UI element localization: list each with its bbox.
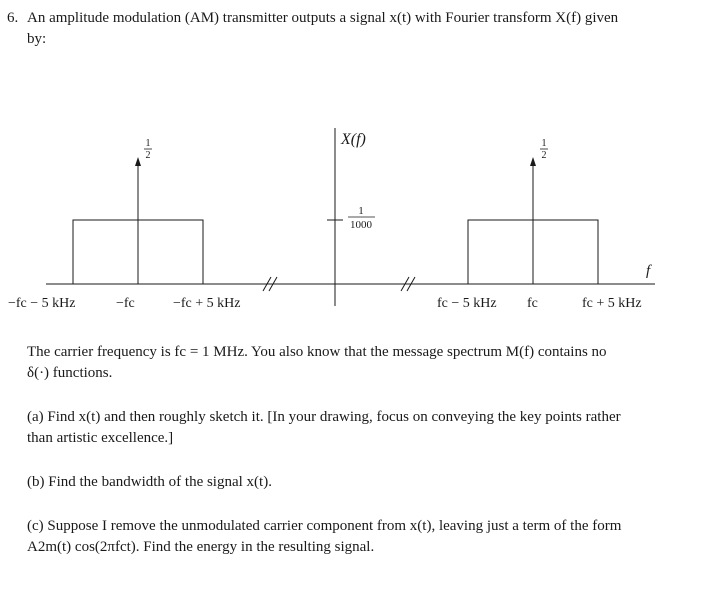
problem-intro-line1: An amplitude modulation (AM) transmitter outputs a signal x(t) with Fourier transform X(f) given — [27, 10, 619, 26]
carrier-frequency-line2: δ(·) functions. — [27, 365, 113, 381]
pos-impulse-weight-num: 1 — [541, 138, 547, 149]
part-a-line2: than artistic excellence.] — [27, 430, 174, 446]
tick-label-neg-center: −fc — [116, 296, 135, 311]
part-b: (b) Find the bandwidth of the signal x(t). — [27, 474, 272, 490]
tick-label-neg-left: −fc − 5 kHz — [8, 296, 76, 311]
carrier-frequency-line1: The carrier frequency is fc = 1 MHz. You also know that the message spectrum M(f) contains no — [27, 344, 607, 360]
neg-impulse-weight-num: 1 — [145, 138, 151, 149]
part-a-line1: (a) Find x(t) and then roughly sketch it. [In your drawing, focus on conveying the key points rather — [27, 409, 621, 425]
tick-label-neg-right: −fc + 5 kHz — [173, 296, 241, 311]
part-c-line1: (c) Suppose I remove the unmodulated carrier component from x(t), leaving just a term of the form — [27, 518, 622, 534]
tick-label-pos-left: fc − 5 kHz — [437, 296, 497, 311]
neg-impulse-weight-den: 2 — [145, 150, 151, 161]
problem-intro-line2: by: — [27, 31, 47, 47]
dc-level-num: 1 — [358, 205, 364, 217]
positive-impulse-arrowhead — [530, 157, 536, 166]
x-axis-label: f — [646, 263, 651, 279]
pos-impulse-weight-den: 2 — [541, 150, 547, 161]
tick-label-pos-right: fc + 5 kHz — [582, 296, 642, 311]
y-axis-label: X(f) — [341, 131, 366, 148]
negative-impulse-arrowhead — [135, 157, 141, 166]
tick-label-pos-center: fc — [527, 296, 538, 311]
problem-number: 6. — [7, 10, 19, 26]
part-c-line2: A2m(t) cos(2πfct). Find the energy in the resulting signal. — [27, 539, 375, 555]
dc-level-den: 1000 — [350, 219, 372, 231]
